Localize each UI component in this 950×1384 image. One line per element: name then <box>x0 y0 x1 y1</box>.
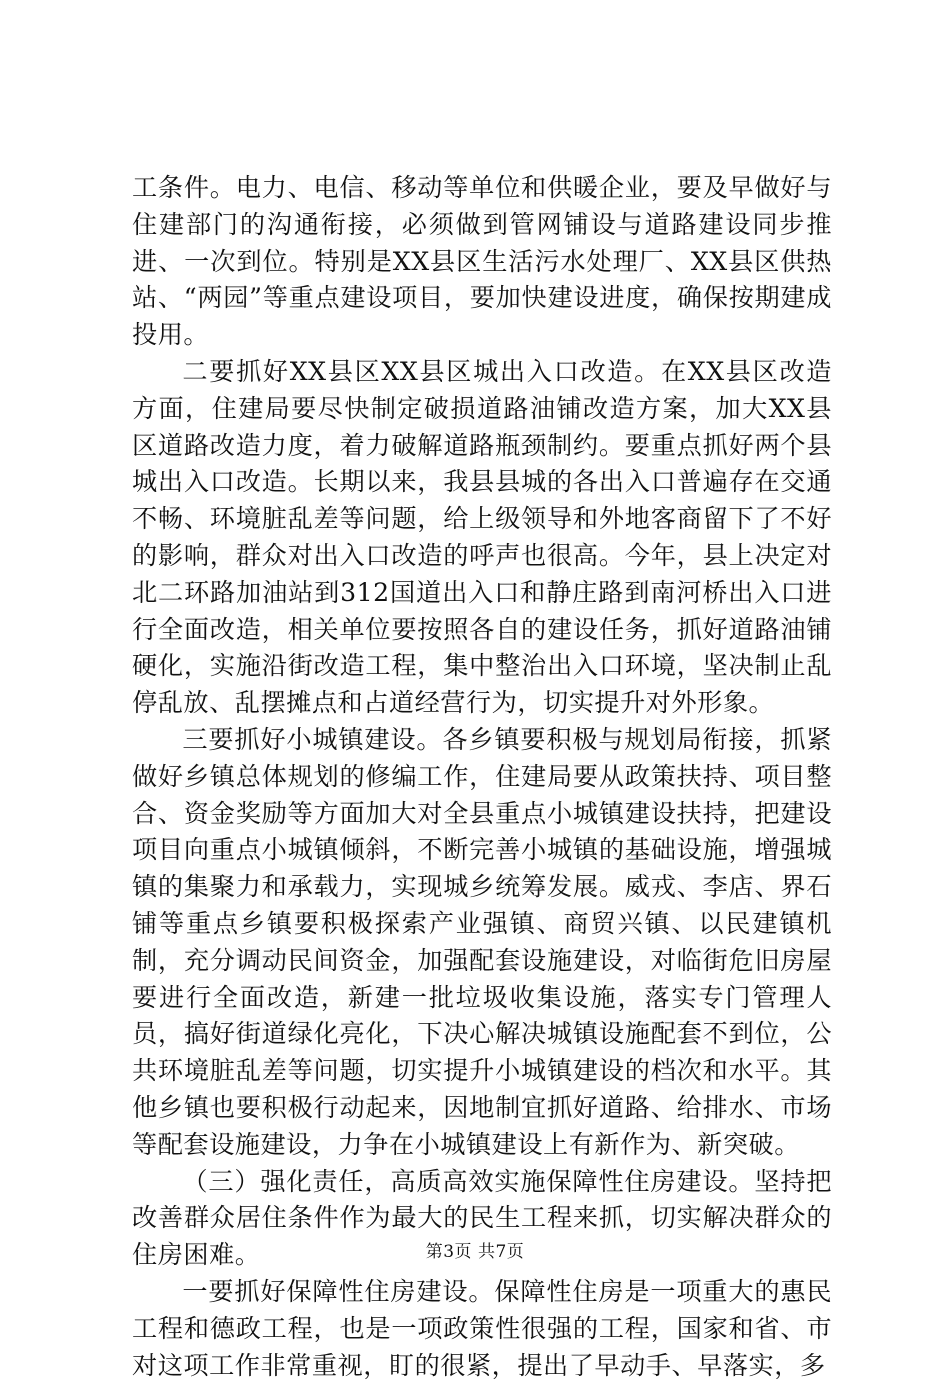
paragraph-2: 二要抓好XX县区XX县区城出入口改造。在XX县区改造方面，住建局要尽快制定破损道路油铺改造方案，加大XX县区道路改造力度，着力破解道路瓶颈制约。要重点抓好两个县城出入口改造。长期以来，我县县城的各出入口普遍存在交通不畅、环境脏乱差等问题，给上级领导和外地客商留下了不好的影响，群众对出入口改造的呼声也很高。今年，县上决定对北二环路加油站到312国道出入口和静庄路到南河桥出入口进行全面改造，相关单位要按照各自的建设任务，抓好道路油铺硬化，实施沿街改造工程，集中整治出入口环境，坚决制止乱停乱放、乱摆摊点和占道经营行为，切实提升对外形象。 <box>132 356 832 718</box>
page-footer: 第3页 共7页 <box>425 1242 525 1262</box>
paragraph-3: 三要抓好小城镇建设。各乡镇要积极与规划局衔接，抓紧做好乡镇总体规划的修编工作，住建局要从政策扶持、项目整合、资金奖励等方面加大对全县重点小城镇建设扶持，把建设项目向重点小城镇倾斜，不断完善小城镇的基础设施，增强城镇的集聚力和承载力，实现城乡统筹发展。威戎、李店、界石铺等重点乡镇要积极探索产业强镇、商贸兴镇、以民建镇机制，充分调动民间资金，加强配套设施建设，对临街危旧房屋要进行全面改造，新建一批垃圾收集设施，落实专门管理人员，搞好街道绿化亮化，下决心解决城镇设施配套不到位，公共环境脏乱差等问题，切实提升小城镇建设的档次和水平。其他乡镇也要积极行动起来，因地制宜抓好道路、给排水、市场等配套设施建设，力争在小城镇建设上有新作为、新突破。 <box>132 724 832 1159</box>
paragraph-1: 工条件。电力、电信、移动等单位和供暖企业，要及早做好与住建部门的沟通衔接，必须做到管网铺设与道路建设同步推进、一次到位。特别是XX县区生活污水处理厂、XX县区供热站、“两园”等重点建设项目，要加快建设进度，确保按期建成投用。 <box>132 173 832 350</box>
document-body <box>132 170 832 1384</box>
paragraph-5: 一要抓好保障性住房建设。保障性住房是一项重大的惠民工程和德政工程，也是一项政策性很强的工程，国家和省、市对这项工作非常重视，盯的很紧，提出了早动手、早落实，多 <box>132 1276 832 1380</box>
paragraph-4: （三）强化责任，高质高效实施保障性住房建设。坚持把改善群众居住条件作为最大的民生工程来抓，切实解决群众的住房困难。 <box>132 1166 832 1270</box>
